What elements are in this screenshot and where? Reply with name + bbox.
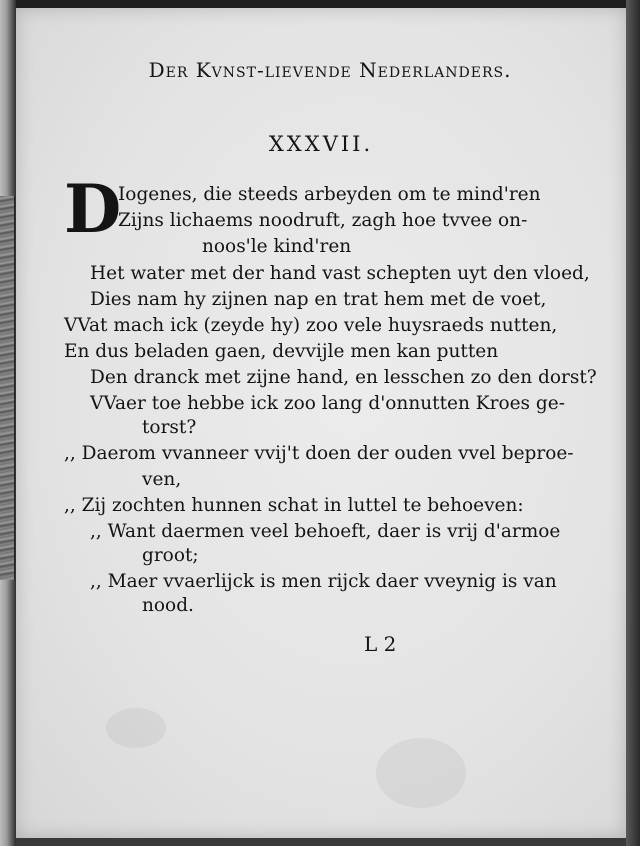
- verse-line: VVaer toe hebbe ick zoo lang d'onnutten Kroes ge-: [90, 393, 565, 414]
- verse-line: noos'le kind'ren: [202, 236, 352, 257]
- verse-line: groot;: [142, 545, 199, 566]
- verse-line: Dies nam hy zijnen nap en trat hem met de voet,: [90, 289, 547, 310]
- verse-line: ven,: [142, 469, 182, 490]
- right-book-edge: [626, 0, 640, 846]
- verse-line: nood.: [142, 595, 194, 616]
- bottom-book-edge: [16, 838, 626, 846]
- paper-stain: [106, 708, 166, 748]
- verse-line: Den dranck met zijne hand, en lesschen zo den dorst?: [90, 367, 597, 388]
- verse-line: torst?: [142, 417, 197, 438]
- verse-line: ,, Maer vvaerlijck is men rijck daer vveynig is van: [90, 571, 557, 592]
- running-head-text: Der Kvnst-lievende Nederlanders.: [148, 58, 512, 82]
- facing-page-engraving: [0, 196, 15, 580]
- paper-stain: [376, 738, 466, 808]
- signature-mark: L 2: [364, 632, 397, 656]
- verse-line: ,, Zij zochten hunnen schat in luttel te behoeven:: [64, 495, 524, 516]
- verse-line: Zijns lichaems noodruft, zagh hoe tvvee on-: [118, 210, 528, 231]
- book-page: [16, 8, 626, 838]
- verse-line: VVat mach ick (zeyde hy) zoo vele huysraeds nutten,: [64, 315, 558, 336]
- verse-line: En dus beladen gaen, devvijle men kan putten: [64, 341, 499, 362]
- running-head: [16, 58, 626, 82]
- drop-cap: D: [64, 170, 122, 248]
- verse-line: Iogenes, die steeds arbeyden om te mind'ren: [118, 184, 541, 205]
- chapter-number: XXXVII.: [268, 132, 374, 156]
- verse-line: ,, Want daermen veel behoeft, daer is vrij d'armoe: [90, 521, 561, 542]
- verse-line: Het water met der hand vast schepten uyt den vloed,: [90, 263, 590, 284]
- verse-line: ,, Daerom vvanneer vvij't doen der ouden vvel beproe-: [64, 443, 574, 464]
